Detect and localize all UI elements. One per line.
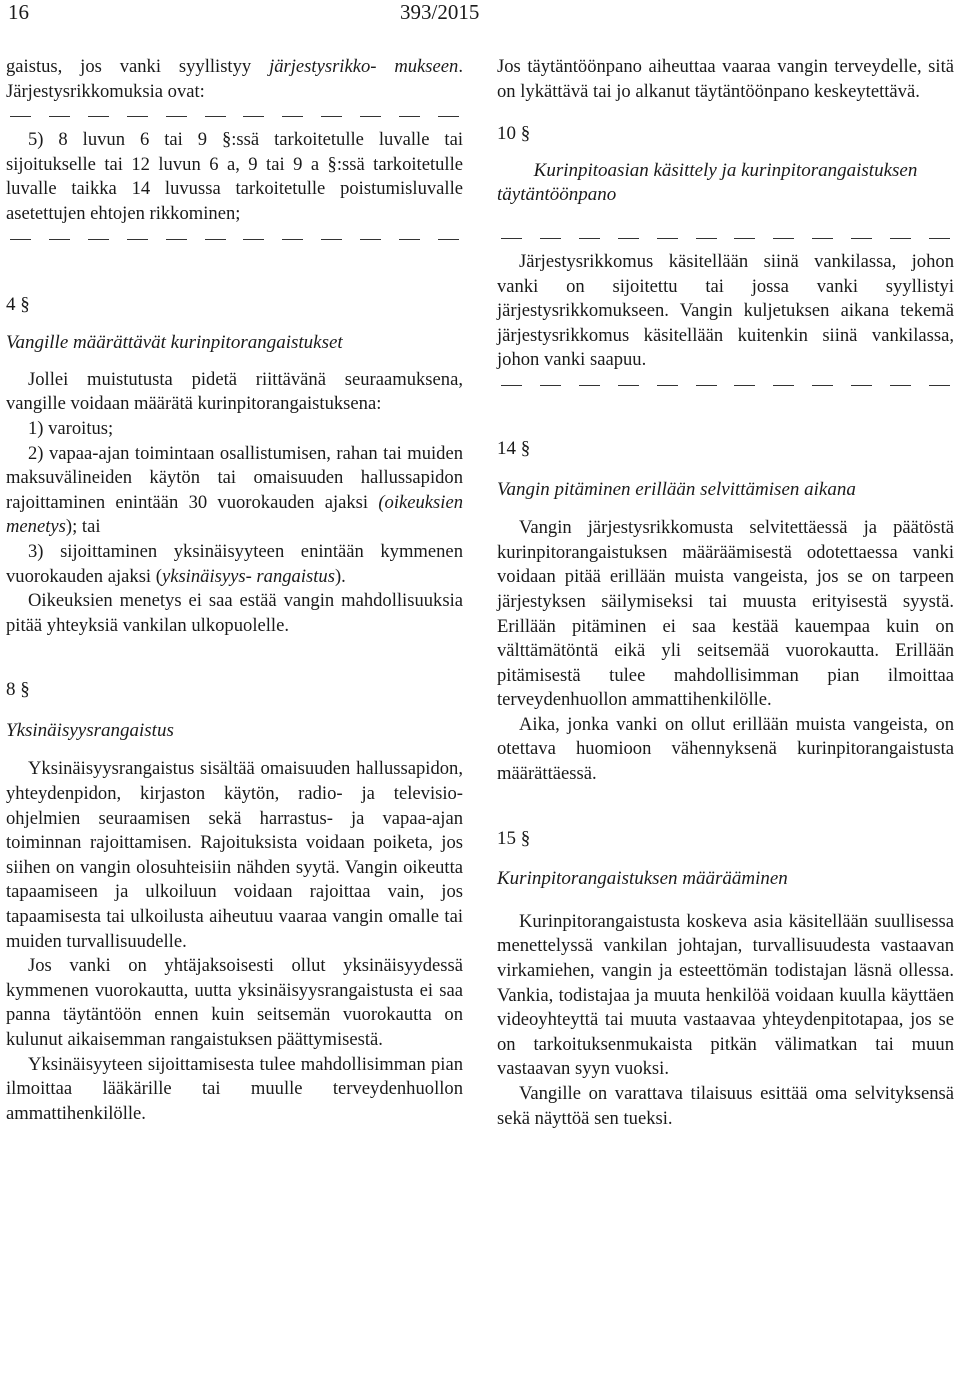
section-title-8: Yksinäisyysrangaistus [6, 719, 174, 741]
section-number-14: 14 § [497, 437, 531, 459]
document-number: 393/2015 [400, 0, 480, 24]
section-title-10: Kurinpitoasian käsittely ja kurinpitorangaistuksen täytäntöönpano [497, 159, 918, 206]
list-item-5: 5) 8 luvun 6 tai 9 §:ssä tarkoitetulle luvalle tai sijoitukselle tai 12 luvun 6 a, 9 tai 9 a §:ssä tarkoitetulle luvalle taikka 14 luvussa tarkoitetulle poistumisluvalle asetettujen ehtojen rikkominen; [6, 129, 463, 224]
omission-dashes [497, 373, 954, 397]
section-title-15: Kurinpitorangaistuksen määrääminen [497, 868, 788, 890]
paragraph-continuation [6, 55, 463, 104]
section-number-10: 10 § [497, 123, 531, 145]
page-number: 16 [8, 0, 29, 24]
page-header [0, 0, 960, 40]
omission-dashes [6, 227, 463, 251]
section-14-paragraph-1: Vangin järjestysrikkomusta selvitettäessä ja päätöstä kurinpitorangaistuksen määräämisestä odotettaessa vanki voidaan pitää erillään muista vangeista, jos se on tarpeen järjestyksen säilymiseksi tai muusta erityisestä syystä. Erillään pitäminen ei saa kestää kauempaa kuin on välttämätöntä eikä yli seitsemää vuorokautta. Erillään pitämisestä tulee mahdollisimman pian ilmoittaa terveydenhuollon ammattihenkilölle. [497, 517, 954, 711]
section-4-item-1: 1) varoitus; [28, 417, 114, 439]
left-column [6, 55, 463, 1126]
section-15-paragraph-1: Kurinpitorangaistusta koskeva asia käsitellään suullisessa menettelyssä vankilan johtajan, turvallisuudesta vastaavan virkamiehen, vangin ja esteettömän todistajan läsnä ollessa. Vankia, todistajaa ja muuta henkilöä voidaan kuulla käyttäen videoyhteyttä tai muuta vastaavaa yhteydenpitotapaa, jos se on tarkoituksenmukaista pitkän välimatkan tai muun vastaavan syyn vuoksi. [497, 910, 954, 1080]
text-run: 2) vapaa-ajan toimintaan osallistumisen, rahan tai muiden maksuvälineiden käytön tai omaisuuden hallussapidon rajoittaminen enintään 30 vuorokauden ajaksi [6, 442, 463, 513]
section-8-paragraph-1: Yksinäisyysrangaistus sisältää omaisuuden hallussapidon, yhteydenpidon, kirjaston käytön, radio- ja televisio-ohjelmien seuraamisen sekä harrastus- ja vapaa-ajan toiminnan rajoittamisen. Rajoituksista voidaan poiketa, jos siihen on vangin olosuhteisiin nähden syytä. Vangin oikeutta tapaamiseen ja ulkoiluun voidaan rajoittaa vain, jos tapaamisesta tai ulkoilusta aiheutuu vaaraa vangin omalle tai muiden turvallisuudelle. [6, 758, 463, 952]
section-4-intro: Jollei muistutusta pidetä riittävänä seuraamuksena, vangille voidaan määrätä kurinpitorangaistuksena: [6, 368, 463, 415]
section-8-paragraph-3: Yksinäisyyteen sijoittamisesta tulee mahdollisimman pian ilmoittaa lääkärille tai muulle terveydenhuollon ammattihenkilölle. [6, 1053, 463, 1124]
text-run: 3) sijoittaminen yksinäisyyteen enintään kymmenen vuorokauden ajaksi ( [6, 540, 463, 587]
section-number-15: 15 § [497, 827, 531, 849]
section-10-paragraph: Järjestysrikkomus käsitellään siinä vankilassa, johon vanki on sijoitettu tai jossa vanki syyllistyi järjestysrikkomukseen. Vangin kuljetuksen aikana tekemä järjestysrikkomus käsitellään kuitenkin siinä vankilassa, johon vanki saapuu. [497, 250, 954, 371]
italic-term: (oikeuksien menetys [6, 491, 463, 538]
section-title-14: Vangin pitäminen erillään selvittämisen aikana [497, 478, 856, 500]
section-title-4: Vangille määrättävät kurinpitorangaistukset [6, 332, 343, 354]
section-number-8: 8 § [6, 679, 30, 701]
section-4-item-2 [6, 442, 463, 540]
text-run: ). [334, 565, 346, 587]
text-run: . Järjestysrikkomuksia ovat: [6, 56, 463, 102]
section-number-4: 4 § [6, 293, 30, 315]
omission-dashes [6, 104, 463, 128]
section-4-item-3 [6, 540, 463, 589]
section-4-last-paragraph: Oikeuksien menetys ei saa estää vangin mahdollisuuksia pitää yhteyksiä vankilan ulkopuolelle. [6, 590, 463, 636]
italic-term: yksinäisyys- rangaistus [161, 565, 335, 587]
right-column [497, 55, 954, 1131]
omission-dashes [497, 226, 954, 250]
section-15-paragraph-2: Vangille on varattava tilaisuus esittää oma selvityksensä sekä näyttöä sen tueksi. [497, 1083, 954, 1129]
section-8-paragraph-2: Jos vanki on yhtäjaksoisesti ollut yksinäisyydessä kymmenen vuorokautta, uutta yksinäisyysrangaistusta ei saa panna täytäntöön ennen kuin seitsemän vuorokautta on kulunut aikaisemman rangaistuksen päättymisestä. [6, 955, 463, 1050]
text-run: ); tai [65, 516, 101, 538]
text-run: gaistus, jos vanki syyllistyy [6, 56, 270, 77]
paragraph-continuation: Jos täytäntöönpano aiheuttaa vaaraa vangin terveydelle, sitä on lykättävä tai jo alkanut täytäntöönpano keskeytettävä. [497, 56, 954, 102]
section-14-paragraph-2: Aika, jonka vanki on ollut erillään muista vangeista, on otettava huomioon vähennyksenä kurinpitorangaistusta määrättäessä. [497, 713, 954, 785]
italic-term: järjestysrikko- mukseen [269, 56, 459, 77]
